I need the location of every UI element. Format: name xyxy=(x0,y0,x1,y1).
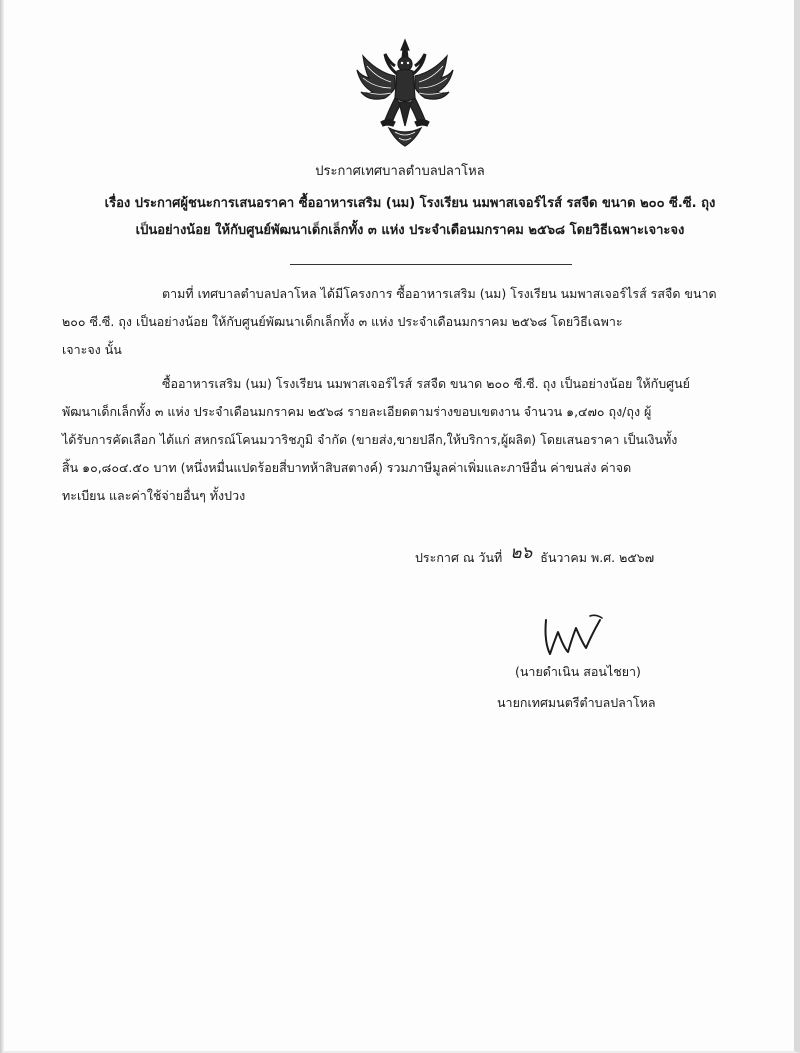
body-paragraph-2 xyxy=(62,370,738,510)
paragraph-line: ๒๐๐ ซี.ซี. ถุง เป็นอย่างน้อย ให้กับศูนย์พัฒนาเด็กเล็กทั้ง ๓ แห่ง ประจำเดือนมกราคม ๒๕๖๘ โดยวิธีเฉพาะ xyxy=(62,314,623,329)
page-edge-shadow xyxy=(0,0,4,1053)
garuda-emblem-icon xyxy=(355,36,455,151)
paragraph-line: ทะเบียน และค่าใช้จ่ายอื่นๆ ทั้งปวง xyxy=(62,488,246,503)
paragraph-line: ตามที่ เทศบาลตำบลปลาโหล ได้มีโครงการ ซื้ออาหารเสริม (นม) โรงเรียน นมพาสเจอร์ไรส์ รสจืด ขนาด xyxy=(162,286,717,301)
paragraph-line: พัฒนาเด็กเล็กทั้ง ๓ แห่ง ประจำเดือนมกราคม ๒๕๖๘ รายละเอียดตามร่างขอบเขตงาน จำนวน ๑,๔๗๐ ถุง/ถุง ผู้ xyxy=(62,404,652,419)
signatory-name: (นายดำเนิน สอนไชยา) xyxy=(515,664,641,679)
date-prefix: ประกาศ ณ วันที่ xyxy=(415,550,503,565)
body-paragraph-1 xyxy=(62,280,738,364)
paragraph-line: สิ้น ๑๐,๘๐๔.๕๐ บาท (หนึ่งหมื่นแปดร้อยสี่บาทห้าสิบสตางค์) รวมภาษีมูลค่าเพิ่มและภาษีอื่น ค่าขนส่ง ค่าจด xyxy=(62,460,632,475)
subject-line: เป็นอย่างน้อย ให้กับศูนย์พัฒนาเด็กเล็กทั้ง ๓ แห่ง ประจำเดือนมกราคม ๒๕๖๘ โดยวิธีเฉพาะเจาะจง xyxy=(135,223,685,238)
paragraph-line: ซื้ออาหารเสริม (นม) โรงเรียน นมพาสเจอร์ไรส์ รสจืด ขนาด ๒๐๐ ซี.ซี. ถุง เป็นอย่างน้อย ให้กับศูนย์ xyxy=(162,376,690,391)
signatory-position: นายกเทศมนตรีตำบลปลาโหล xyxy=(497,695,656,710)
handwritten-day: ๒๖ xyxy=(510,543,533,563)
date-month-year: ธันวาคม พ.ศ. ๒๕๖๗ xyxy=(540,550,655,565)
subject-block xyxy=(80,190,740,244)
divider-line xyxy=(290,264,572,265)
signature-icon xyxy=(538,612,608,662)
subject-line: เรื่อง ประกาศผู้ชนะการเสนอราคา ซื้ออาหารเสริม (นม) โรงเรียน นมพาสเจอร์ไรส์ รสจืด ขนาด ๒๐๐ ซี.ซี. ถุง xyxy=(104,196,716,211)
paragraph-line: เจาะจง นั้น xyxy=(62,342,122,357)
paragraph-line: ได้รับการคัดเลือก ได้แก่ สหกรณ์โคนมวาริชภูมิ จำกัด (ขายส่ง,ขายปลีก,ให้บริการ,ผู้ผลิต) โดยเสนอราคา เป็นเงินทั้ง xyxy=(62,432,678,447)
announcement-date xyxy=(415,543,654,570)
document-title: ประกาศเทศบาลตำบลปลาโหล xyxy=(315,164,485,179)
